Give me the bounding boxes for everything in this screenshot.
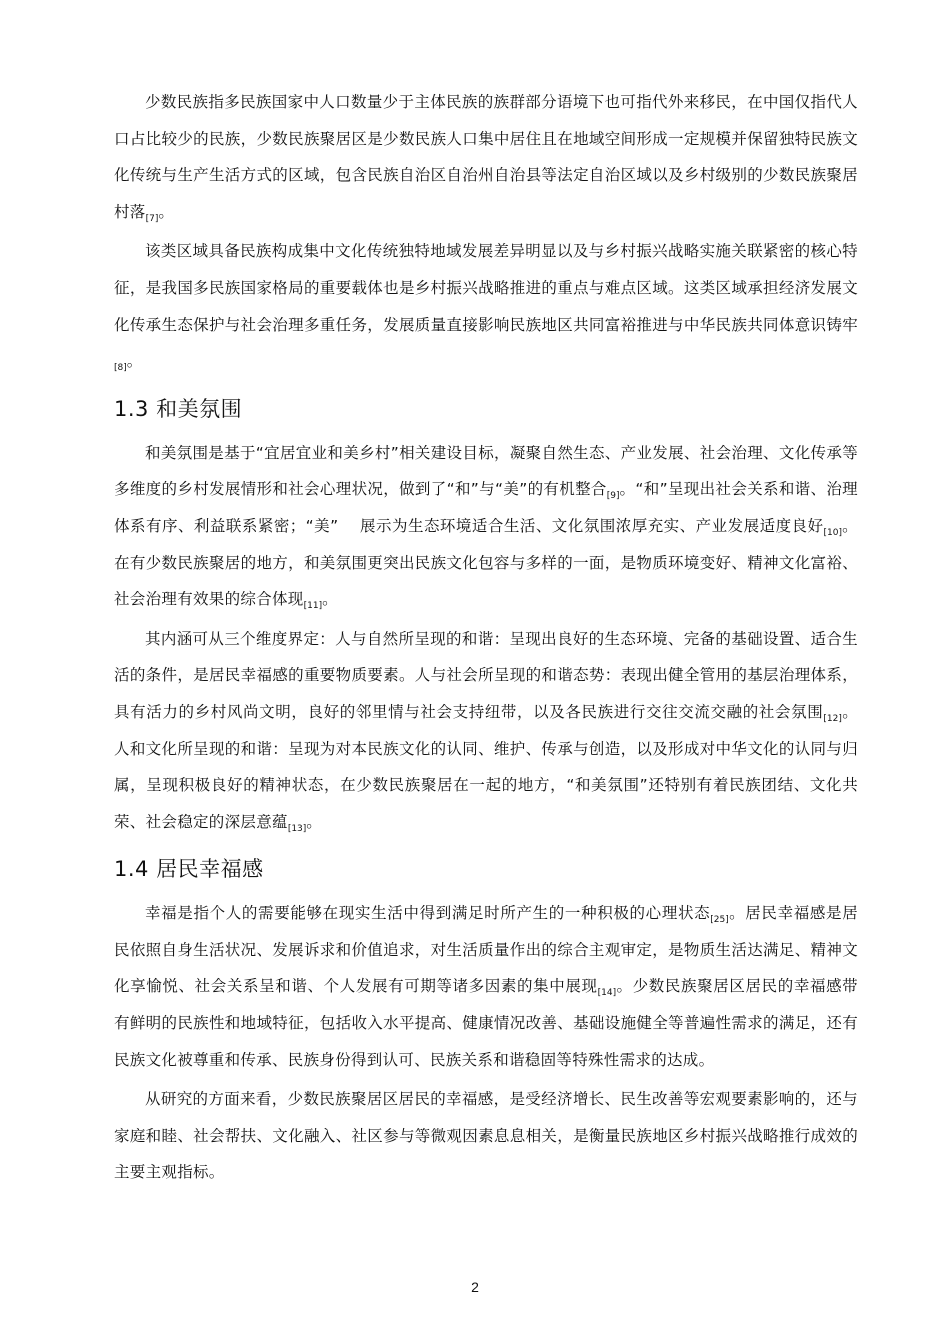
citation-ref: [12] — [823, 713, 842, 724]
paragraph-text: 从研究的方面来看，少数民族聚居区居民的幸福感，是受经济增长、民生改善等宏观要素影响的，还与家庭和睦、社会帮扶、文化融入、社区参与等微观因素息息相关，是衡量民族地区乡村振兴战略推行成效的主要主观指标。 — [114, 1090, 858, 1182]
paragraph-text: 少数民族指多民族国家中人口数量少于主体民族的族群部分语境下也可指代外来移民，在中国仅指代人口占比较少的民族，少数民族聚居区是少数民族人口集中居住且在地域空间形成一定规模并保留独特民族文化传统与生产生活方式的区域，包含民族自治区自治州自治县等法定自治区域以及乡村级别的少数民族聚居村落 — [114, 93, 858, 221]
citation-ref: [13] — [287, 823, 307, 834]
citation-ref: [9] — [606, 491, 620, 502]
citation-ref: [8] — [114, 363, 127, 374]
paragraph-text: 。 — [158, 202, 175, 221]
paragraph-harmony-definition — [114, 435, 858, 618]
section-heading-1-4: 1.4 居民幸福感 — [114, 857, 264, 882]
paragraph-text: 幸福是指个人的需要能够在现实生活中得到满足时所产生的一种积极的心理状态 — [145, 904, 711, 923]
section-heading-1-3: 1.3 和美氛围 — [114, 396, 243, 421]
citation-ref: [10] — [823, 527, 842, 538]
paragraph-text: 。 — [322, 590, 338, 609]
paragraph-region-features — [114, 233, 858, 379]
citation-ref: [14] — [597, 988, 617, 999]
paragraph-text: 。 — [306, 812, 323, 831]
citation-ref: [7] — [145, 213, 159, 224]
paragraph-text: 该类区域具备民族构成集中文化传统独特地域发展差异明显以及与乡村振兴战略实施关联紧密的核心特征，是我国多民族国家格局的重要载体也是乡村振兴战略推进的重点与难点区域。这类区域承担经济发展文化传承生态保护与社会治理多重任务，发展质量直接影响民族地区共同富裕推进与中华民族共同体意识铸牢 — [114, 242, 858, 334]
paragraph-text: 其内涵可从三个维度界定：人与自然所呈现的和谐：呈现出良好的生态环境、完备的基础设置、适合生活的条件，是居民幸福感的重要物质要素。人与社会所呈现的和谐态势：表现出健全管用的基层治理体系，具有活力的乡村风尚文明，良好的邻里情与社会支持纽带，以及各民族进行交往交流交融的社会氛围 — [114, 629, 858, 721]
paragraph-happiness-definition — [114, 895, 858, 1078]
citation-ref: [11] — [303, 601, 323, 612]
page-number: 2 — [471, 1279, 479, 1295]
paragraph-text: 和美氛围是基于“宜居宜业和美乡村”相关建设目标，凝聚自然生态、产业发展、社会治理、文化传承等多维度的乡村发展情形和社会心理状况，做到了“和”与“美”的有机整合 — [114, 443, 858, 499]
paragraph-research-perspective — [114, 1081, 858, 1191]
paragraph-harmony-dimensions — [114, 621, 858, 841]
paragraph-text: 。在有少数民族聚居的地方，和美氛围更突出民族文化包容与多样的一面，是物质环境变好、精神文化富裕、社会治理有效果的综合体现 — [114, 516, 858, 609]
paragraph-text: 。 — [126, 352, 143, 371]
paragraph-text: 。人和文化所呈现的和谐：呈现为对本民族文化的认同、维护、传承与创造，以及形成对中华文化的认同与归属，呈现积极良好的精神状态，在少数民族聚居在一起的地方，“和美氛围”还特别有着民族团结、文化共荣、社会稳定的深层意蕴 — [114, 702, 858, 831]
paragraph-minority-definition — [114, 84, 858, 230]
paragraph-text: 。居民幸福感是居民依照自身生活状况、发展诉求和价值追求，对生活质量作出的综合主观审定，是物质生活达满足、精神文化享愉悦、社会关系呈和谐、个人发展有可期等诸多因素的集中展现 — [114, 904, 858, 996]
citation-ref: [25] — [710, 915, 729, 926]
paragraph-text: 。少数民族聚居区居民的幸福感带有鲜明的民族性和地域特征，包括收入水平提高、健康情况改善、基础设施健全等普遍性需求的满足，还有民族文化被尊重和传承、民族身份得到认可、民族关系和谐稳固等特殊性需求的达成。 — [114, 977, 858, 1069]
paragraph-text: 。“和”呈现出社会关系和谐、治理体系有序、利益联系紧密；“美” 展示为生态环境适合生活、文化氛围浓厚充实、产业发展适度良好 — [114, 480, 858, 535]
page-content — [114, 84, 858, 1194]
